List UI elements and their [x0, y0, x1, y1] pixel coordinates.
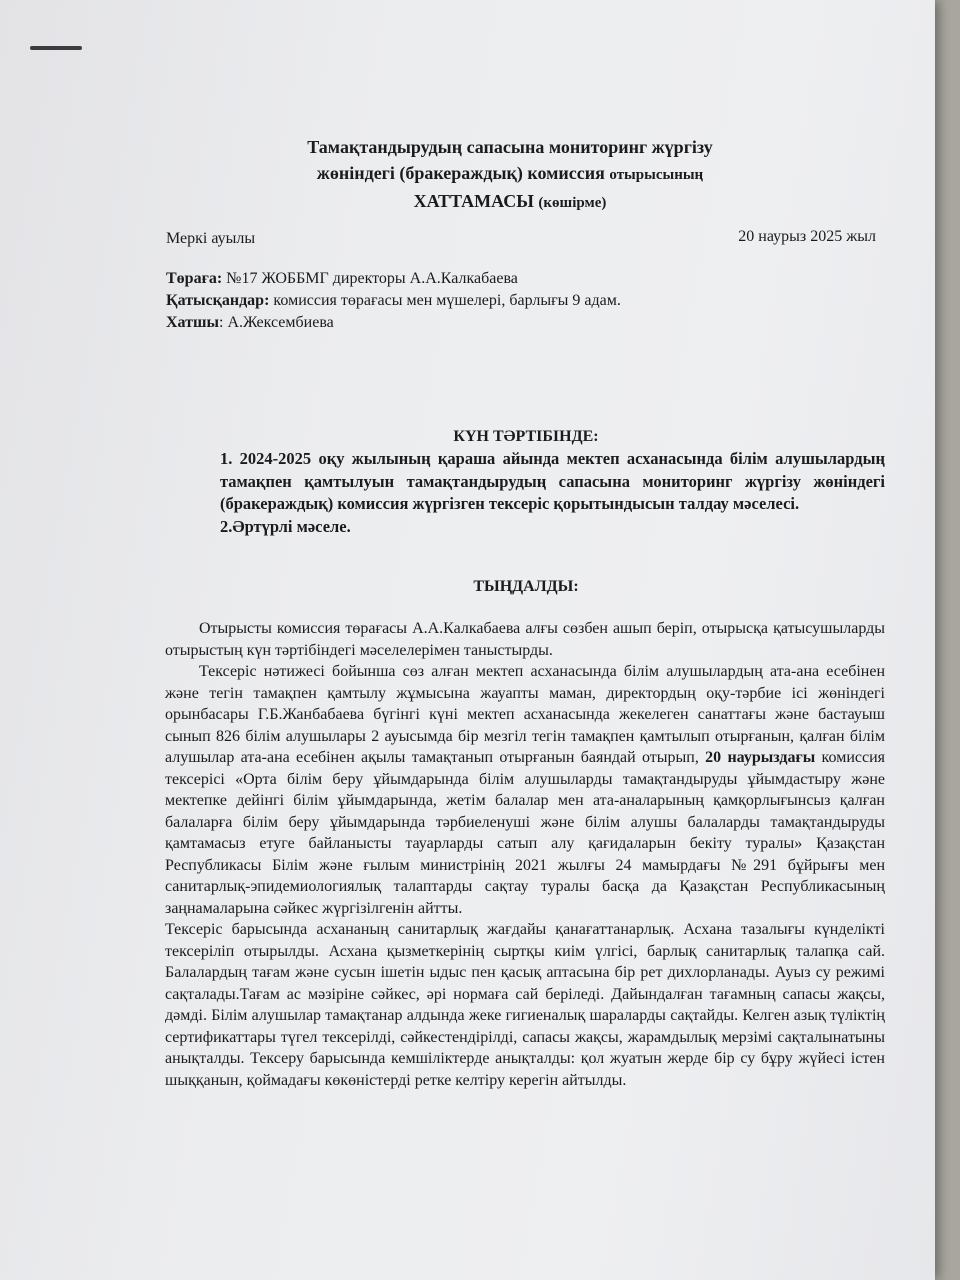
secretary-label: Хатшы	[166, 314, 219, 331]
participants-value: комиссия төрағасы мен мүшелері, барлығы 9 адам.	[273, 292, 621, 309]
meta-block	[166, 268, 886, 334]
place-text: Меркі ауылы	[166, 230, 256, 247]
paragraph-2	[165, 661, 885, 919]
agenda-item-1: 1. 2024-2025 оқу жылының қараша айында мектеп асханасында білім алушылардың тамақпен қамтылуын тамақтандырудың сапасына мониторинг жүргізу жөніндегі (бракераждық) комиссия жүргізген тексеріс қорытындысын талдау мәселесі.	[220, 449, 885, 513]
title-line-2-small: отырысының	[609, 167, 704, 183]
participants-label: Қатысқандар:	[166, 292, 270, 309]
paragraph-2-part-2: комиссия тексерісі «Орта білім беру ұйымдарында білім алушыларды тамақтандыруды ұйымдастыру және мектепке дейінгі білім ұйымдарында, жетім балалар мен ата-аналарының қамқорлығынсыз қалған балаларға білім беру ұйымдарында тәрбиеленуші және білім алушы балаларды тамақтандыруды қамтамасыз етуге байланысты тауарларды сатып алу қағидаларын бекіту туралы» Қазақстан Республикасы Білім және ғылым министрінің 2021 жылғы 24 мамырдағы №291 бұйрығы мен санитарлық-эпидемиологиялық талаптарды сақтау туралы басқа да Қазақстан Республикасының заңнамаларына сәйкес жүргізілгенін айтты.	[165, 749, 886, 917]
agenda-list	[220, 448, 885, 538]
document-title	[230, 134, 790, 216]
paragraph-2-date: 20 наурыздағы	[705, 749, 816, 766]
secretary-value: : А.Жексембиева	[219, 314, 334, 331]
agenda-item-2: 2.Әртүрлі мәселе.	[220, 516, 351, 536]
heard-body	[165, 618, 885, 1091]
paragraph-1: Отырысты комиссия төрағасы А.А.Калкабаева алғы сөзбен ашып беріп, отырысқа қатысушыларды отырыстың күн тәртібіндегі мәселелерімен таныстырды.	[165, 620, 885, 659]
title-line-1: Тамақтандырудың сапасына мониторинг жүргізу	[307, 137, 713, 157]
title-line-3	[230, 188, 790, 216]
title-line-3-main: ХАТТАМАСЫ	[413, 191, 534, 211]
title-line-3-small: (көшірме)	[538, 195, 607, 211]
chair-line	[166, 268, 886, 290]
agenda-heading: КҮН ТӘРТІБІНДЕ:	[453, 428, 599, 445]
heard-heading: ТЫҢДАЛДЫ:	[473, 578, 579, 595]
chair-label: Төраға:	[166, 270, 223, 287]
title-line-2	[230, 160, 790, 188]
paragraph-2-part-1: Тексеріс нәтижесі бойынша сөз алған мектеп асханасында білім алушылардың ата-ана есебінен және тегін тамақпен қамтылу жұмысына жауапты маман, директордың оқу-тәрбие ісі жөніндегі орынбасары Г.Б.Жанбабаева бүгінгі күні мектеп асханасында жекелеген санаттағы және бастауыш сынып 826 білім алушылары 2 ауысымда бір мезгіл тегін тамақпен қамтылып отырғанын, қалған білім алушылар ата-ана есебінен ақылы тамақтанып отырғанын баяндай отырып,	[165, 663, 885, 766]
secretary-line	[166, 312, 886, 334]
date-text: 20 наурыз 2025 жыл	[738, 228, 876, 245]
participants-line	[166, 290, 886, 312]
pen-mark	[30, 46, 82, 50]
title-line-2-main: жөніндегі (бракераждық) комиссия	[316, 163, 605, 183]
chair-value: №17 ЖОББМГ директоры А.А.Калкабаева	[226, 270, 518, 287]
paragraph-3: Тексеріс барысында асхананың санитарлық жағдайы қанағаттанарлық. Асхана тазалығы күнделікті тексеріліп отырылды. Асхана қызметкерінің сыртқы киім үлгісі, барлық санитарлық талапқа сай. Балалардың тағам және сусын ішетін ыдыс пен қасық аптасына бір рет дихлорланады. Ауыз су режимі сақталады.Тағам ас мәзіріне сәйкес, әрі нормаға сай беріледі. Дайындалған тағамның сапасы жақсы, дәмді. Білім алушылар тамақтанар алдында жеке гигиеналық шараларды сақтайды. Келген азық түліктің сертификаттары түгел тексерілді, сәйкестендірілді, сапасы жақсы, жарамдылық мерзімі сақталынатыны анықталды. Тексеру барысында кемшіліктерде анықталды: қол жуатын жерде бір су бұру жүйесі істен шыққанын, қоймадағы көкөністерді ретке келтіру керегін айтылды.	[165, 921, 885, 1089]
